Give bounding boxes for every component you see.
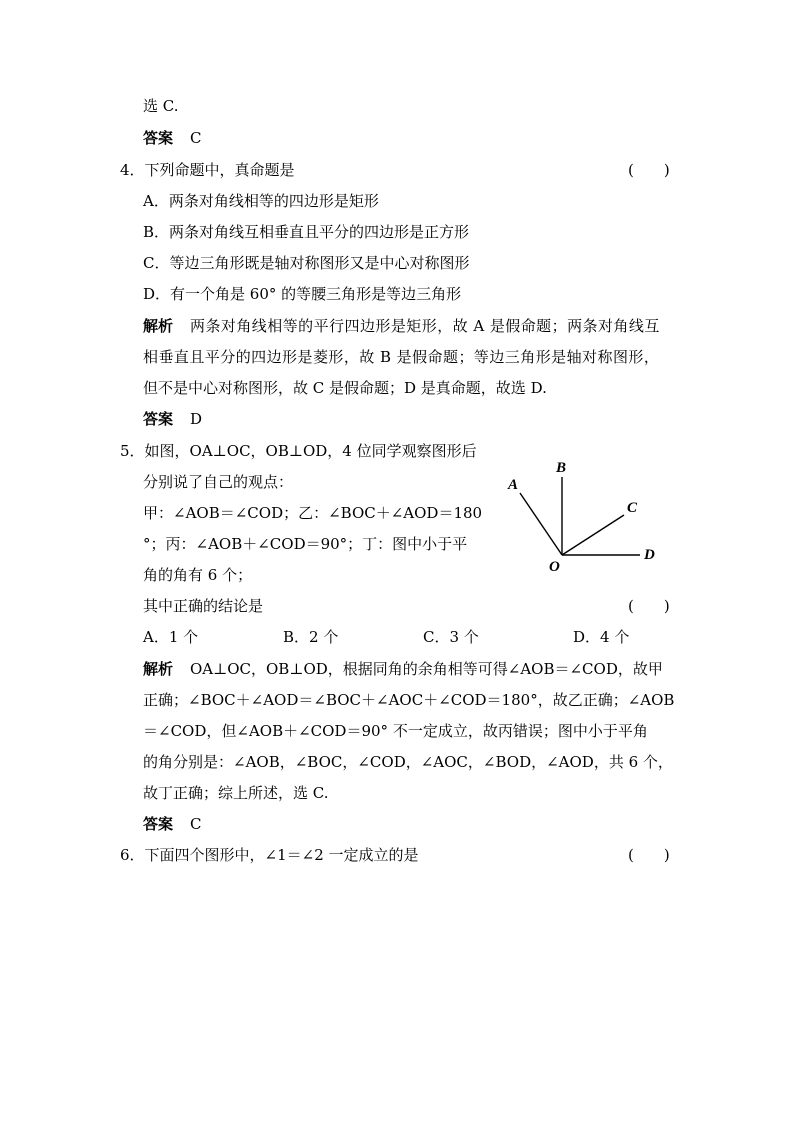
q5-analysis-line-4: 的角分别是：∠AOB，∠BOC，∠COD，∠AOC，∠BOD，∠AOD，共 6 个， — [143, 753, 673, 771]
q5-option-b: B．2 个 — [283, 628, 339, 646]
q5-analysis-line-5: 故丁正确；综上所述，选 C. — [143, 784, 329, 802]
q5-stem-line-2: 分别说了自己的观点： — [143, 473, 294, 491]
q4-stem: 4．下列命题中，真命题是 — [120, 161, 295, 179]
q5-analysis-line-1: OA⊥OC，OB⊥OD，根据同角的余角相等可得∠AOB＝∠COD，故甲 — [190, 660, 663, 678]
q5-stem-line-5: 角的角有 6 个； — [143, 566, 253, 584]
q4-option-d: D．有一个角是 60° 的等腰三角形是等边三角形 — [143, 285, 462, 303]
answer-value: C — [190, 129, 202, 147]
q4-analysis-label: 解析 — [143, 317, 174, 335]
q5-answer-paren: ( ) — [628, 597, 670, 615]
ray-oa — [520, 493, 562, 555]
answer-label: 答案 — [143, 129, 174, 147]
label-d: D — [644, 547, 655, 563]
q5-option-a: A．1 个 — [143, 628, 199, 646]
q4-option-c: C．等边三角形既是轴对称图形又是中心对称图形 — [143, 254, 470, 272]
answer-value: C — [190, 815, 202, 833]
ray-oc — [562, 515, 624, 555]
answer-label: 答案 — [143, 815, 174, 833]
answer-label: 答案 — [143, 410, 174, 428]
line-select-c: 选 C. — [143, 97, 179, 115]
q5-stem-line-1: 5．如图，OA⊥OC，OB⊥OD，4 位同学观察图形后 — [120, 442, 477, 460]
label-o: O — [549, 559, 560, 575]
angle-figure — [500, 455, 700, 585]
q5-stem-line-4: °；丙：∠AOB＋∠COD＝90°；丁：图中小于平 — [143, 535, 468, 553]
q5-stem-line-3: 甲：∠AOB＝∠COD；乙：∠BOC＋∠AOD＝180 — [143, 504, 483, 522]
q6-stem: 6．下面四个图形中，∠1＝∠2 一定成立的是 — [120, 846, 419, 864]
q4-analysis-line-3: 但不是中心对称图形，故 C 是假命题；D 是真命题，故选 D. — [143, 379, 547, 397]
q6-answer-paren: ( ) — [628, 846, 670, 864]
answer-value: D — [190, 410, 203, 428]
q4-analysis-line-2: 相垂直且平分的四边形是菱形，故 B 是假命题；等边三角形是轴对称图形， — [143, 348, 660, 366]
label-c: C — [627, 500, 638, 516]
q4-option-a: A．两条对角线相等的四边形是矩形 — [143, 192, 379, 210]
q4-option-b: B．两条对角线互相垂直且平分的四边形是正方形 — [143, 223, 470, 241]
label-a: A — [508, 477, 519, 493]
q4-answer-paren: ( ) — [628, 161, 670, 179]
q5-analysis-label: 解析 — [143, 660, 174, 678]
q5-stem-line-6: 其中正确的结论是 — [143, 597, 264, 615]
q5-analysis-line-2: 正确；∠BOC＋∠AOD＝∠BOC＋∠AOC＋∠COD＝180°，故乙正确；∠AOB — [143, 691, 675, 709]
q4-analysis-line-1: 两条对角线相等的平行四边形是矩形，故 A 是假命题；两条对角线互 — [190, 317, 660, 335]
q5-analysis-line-3: ＝∠COD，但∠AOB＋∠COD＝90° 不一定成立，故丙错误；图中小于平角 — [143, 722, 648, 740]
label-b: B — [556, 460, 567, 476]
q5-option-d: D．4 个 — [573, 628, 630, 646]
q5-option-c: C．3 个 — [423, 628, 479, 646]
